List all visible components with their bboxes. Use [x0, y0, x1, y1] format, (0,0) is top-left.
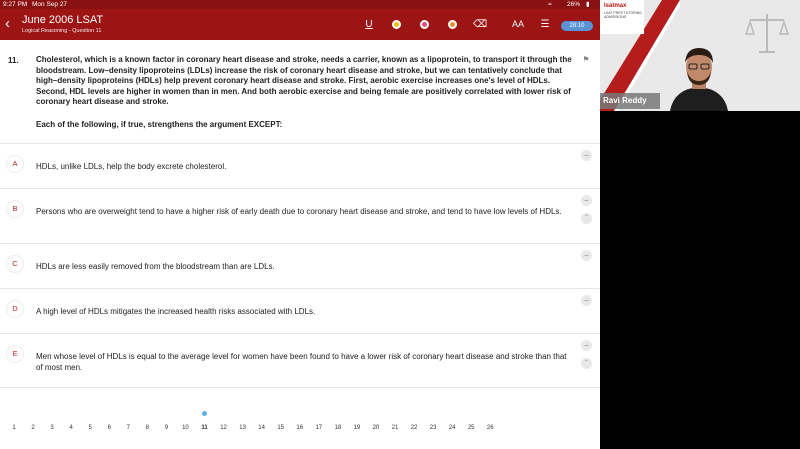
scales-of-justice-icon — [742, 8, 792, 58]
logo-box — [600, 0, 644, 34]
status-time: 9:27 PM — [3, 1, 28, 8]
question-page-6[interactable]: 6 — [107, 425, 111, 431]
status-bar — [0, 0, 600, 9]
answer-choice-b[interactable] — [0, 188, 600, 243]
question-page-12[interactable]: 12 — [220, 425, 227, 431]
question-page-3[interactable]: 3 — [50, 425, 54, 431]
question-page-26[interactable]: 26 — [486, 425, 494, 431]
question-page-23[interactable]: 23 — [429, 425, 437, 431]
choice-text: Men whose level of HDLs is equal to the average level for women have been found to have a lower risk of coronary heart disease and stroke than that of most men. — [36, 352, 567, 372]
collapse-icon[interactable]: ˆ — [581, 213, 592, 224]
presenter-video — [666, 45, 732, 111]
question-number: 11. — [8, 56, 19, 65]
choice-letter: D — [7, 301, 23, 317]
answer-choice-c[interactable] — [0, 243, 600, 288]
eliminate-icon[interactable]: − — [581, 295, 592, 306]
question-page-9[interactable]: 9 — [164, 425, 169, 431]
question-page-4[interactable]: 4 — [69, 425, 73, 431]
font-size-icon[interactable]: AA — [512, 19, 525, 29]
question-page-22[interactable]: 22 — [410, 425, 418, 431]
question-page-7[interactable]: 7 — [126, 425, 130, 431]
question-page-10[interactable]: 10 — [182, 425, 189, 431]
question-page-19[interactable]: 19 — [353, 425, 361, 431]
eraser-icon[interactable]: ⌫ — [472, 18, 488, 30]
presenter-name: Ravi Reddy — [600, 93, 660, 109]
question-page-25[interactable]: 25 — [467, 425, 475, 431]
eliminate-icon[interactable]: − — [581, 250, 592, 261]
question-page-15[interactable]: 15 — [277, 425, 285, 431]
choice-text: HDLs are less easily removed from the bloodstream than are LDLs. — [36, 262, 275, 271]
highlight-pink-button[interactable] — [418, 18, 430, 30]
question-pager — [0, 418, 600, 438]
choice-letter: E — [7, 346, 23, 362]
question-page-18[interactable]: 18 — [334, 425, 342, 431]
highlight-yellow-button[interactable] — [390, 18, 402, 30]
answer-choice-a[interactable] — [0, 143, 600, 188]
page-subtitle: Logical Reasoning - Question 11 — [22, 28, 102, 34]
logo-tagline: LSAT PREP TUTORING ADMISSIONS — [604, 11, 642, 19]
question-page-14[interactable]: 14 — [258, 425, 265, 431]
question-page-17[interactable]: 17 — [315, 425, 323, 431]
answer-choice-d[interactable] — [0, 288, 600, 333]
question-page-24[interactable]: 24 — [448, 425, 456, 431]
underline-icon[interactable]: U — [365, 18, 373, 30]
question-page-11[interactable]: 11 — [201, 425, 208, 431]
question-page-16[interactable]: 16 — [296, 425, 304, 431]
app-header — [0, 9, 600, 40]
choice-letter: C — [7, 256, 23, 272]
collapse-icon[interactable]: ˆ — [581, 358, 592, 369]
question-page-13[interactable]: 13 — [239, 425, 246, 431]
battery-icon: ▮ — [586, 1, 590, 8]
question-page-5[interactable]: 5 — [88, 425, 92, 431]
page-title: June 2006 LSAT — [22, 14, 104, 26]
answer-choice-e[interactable] — [0, 333, 600, 388]
battery-level: 26% — [567, 1, 581, 8]
flag-icon[interactable]: ⚑ — [582, 55, 590, 64]
question-page-20[interactable]: 20 — [372, 425, 380, 431]
choice-text: HDLs, unlike LDLs, help the body excrete cholesterol. — [36, 162, 227, 171]
choice-text: A high level of HDLs mitigates the increased health risks associated with LDLs. — [36, 307, 316, 316]
question-stimulus: Cholesterol, which is a known factor in coronary heart disease and stroke, needs a carrier, known as a lipoprotein, to transport it through the bloodstream. Low–density lipoproteins (LDLs) increase the risk of coronary heart disease and stroke, but we can tentatively conclude that high–density lipoproteins (HDLs) help prevent coronary heart disease and stroke. First, aerobic exercise increases one's level of HDLs. Second, HDL levels are higher in women than in men. And both aerobic exercise and being female are positively correlated with lower risk of coronary heart disease and stroke. — [36, 55, 572, 106]
timer-toggle[interactable]: 28:10 — [561, 21, 593, 31]
choice-text: Persons who are overweight tend to have a higher risk of early death due to coronary heart disease and stroke, and tend to have low levels of HDLs. — [36, 207, 562, 216]
choice-letter: A — [7, 156, 23, 172]
question-page-8[interactable]: 8 — [145, 425, 150, 431]
lsatmax-logo: lsatmax — [604, 3, 627, 9]
current-question-indicator — [202, 411, 207, 416]
question-stem: Each of the following, if true, strengthens the argument EXCEPT: — [36, 120, 283, 129]
wifi-icon: ≈ — [548, 1, 552, 8]
question-page-21[interactable]: 21 — [391, 425, 399, 431]
eliminate-icon[interactable]: − — [581, 340, 592, 351]
eliminate-icon[interactable]: − — [581, 150, 592, 161]
eliminate-icon[interactable]: − — [581, 195, 592, 206]
question-page-2[interactable]: 2 — [31, 425, 35, 431]
question-page-1[interactable]: 1 — [12, 425, 16, 431]
menu-list-icon[interactable]: ☰ — [540, 18, 550, 30]
highlight-orange-button[interactable] — [446, 18, 458, 30]
back-button[interactable]: ‹ — [5, 15, 10, 32]
choice-letter: B — [7, 201, 23, 217]
status-date: Mon Sep 27 — [32, 1, 68, 8]
